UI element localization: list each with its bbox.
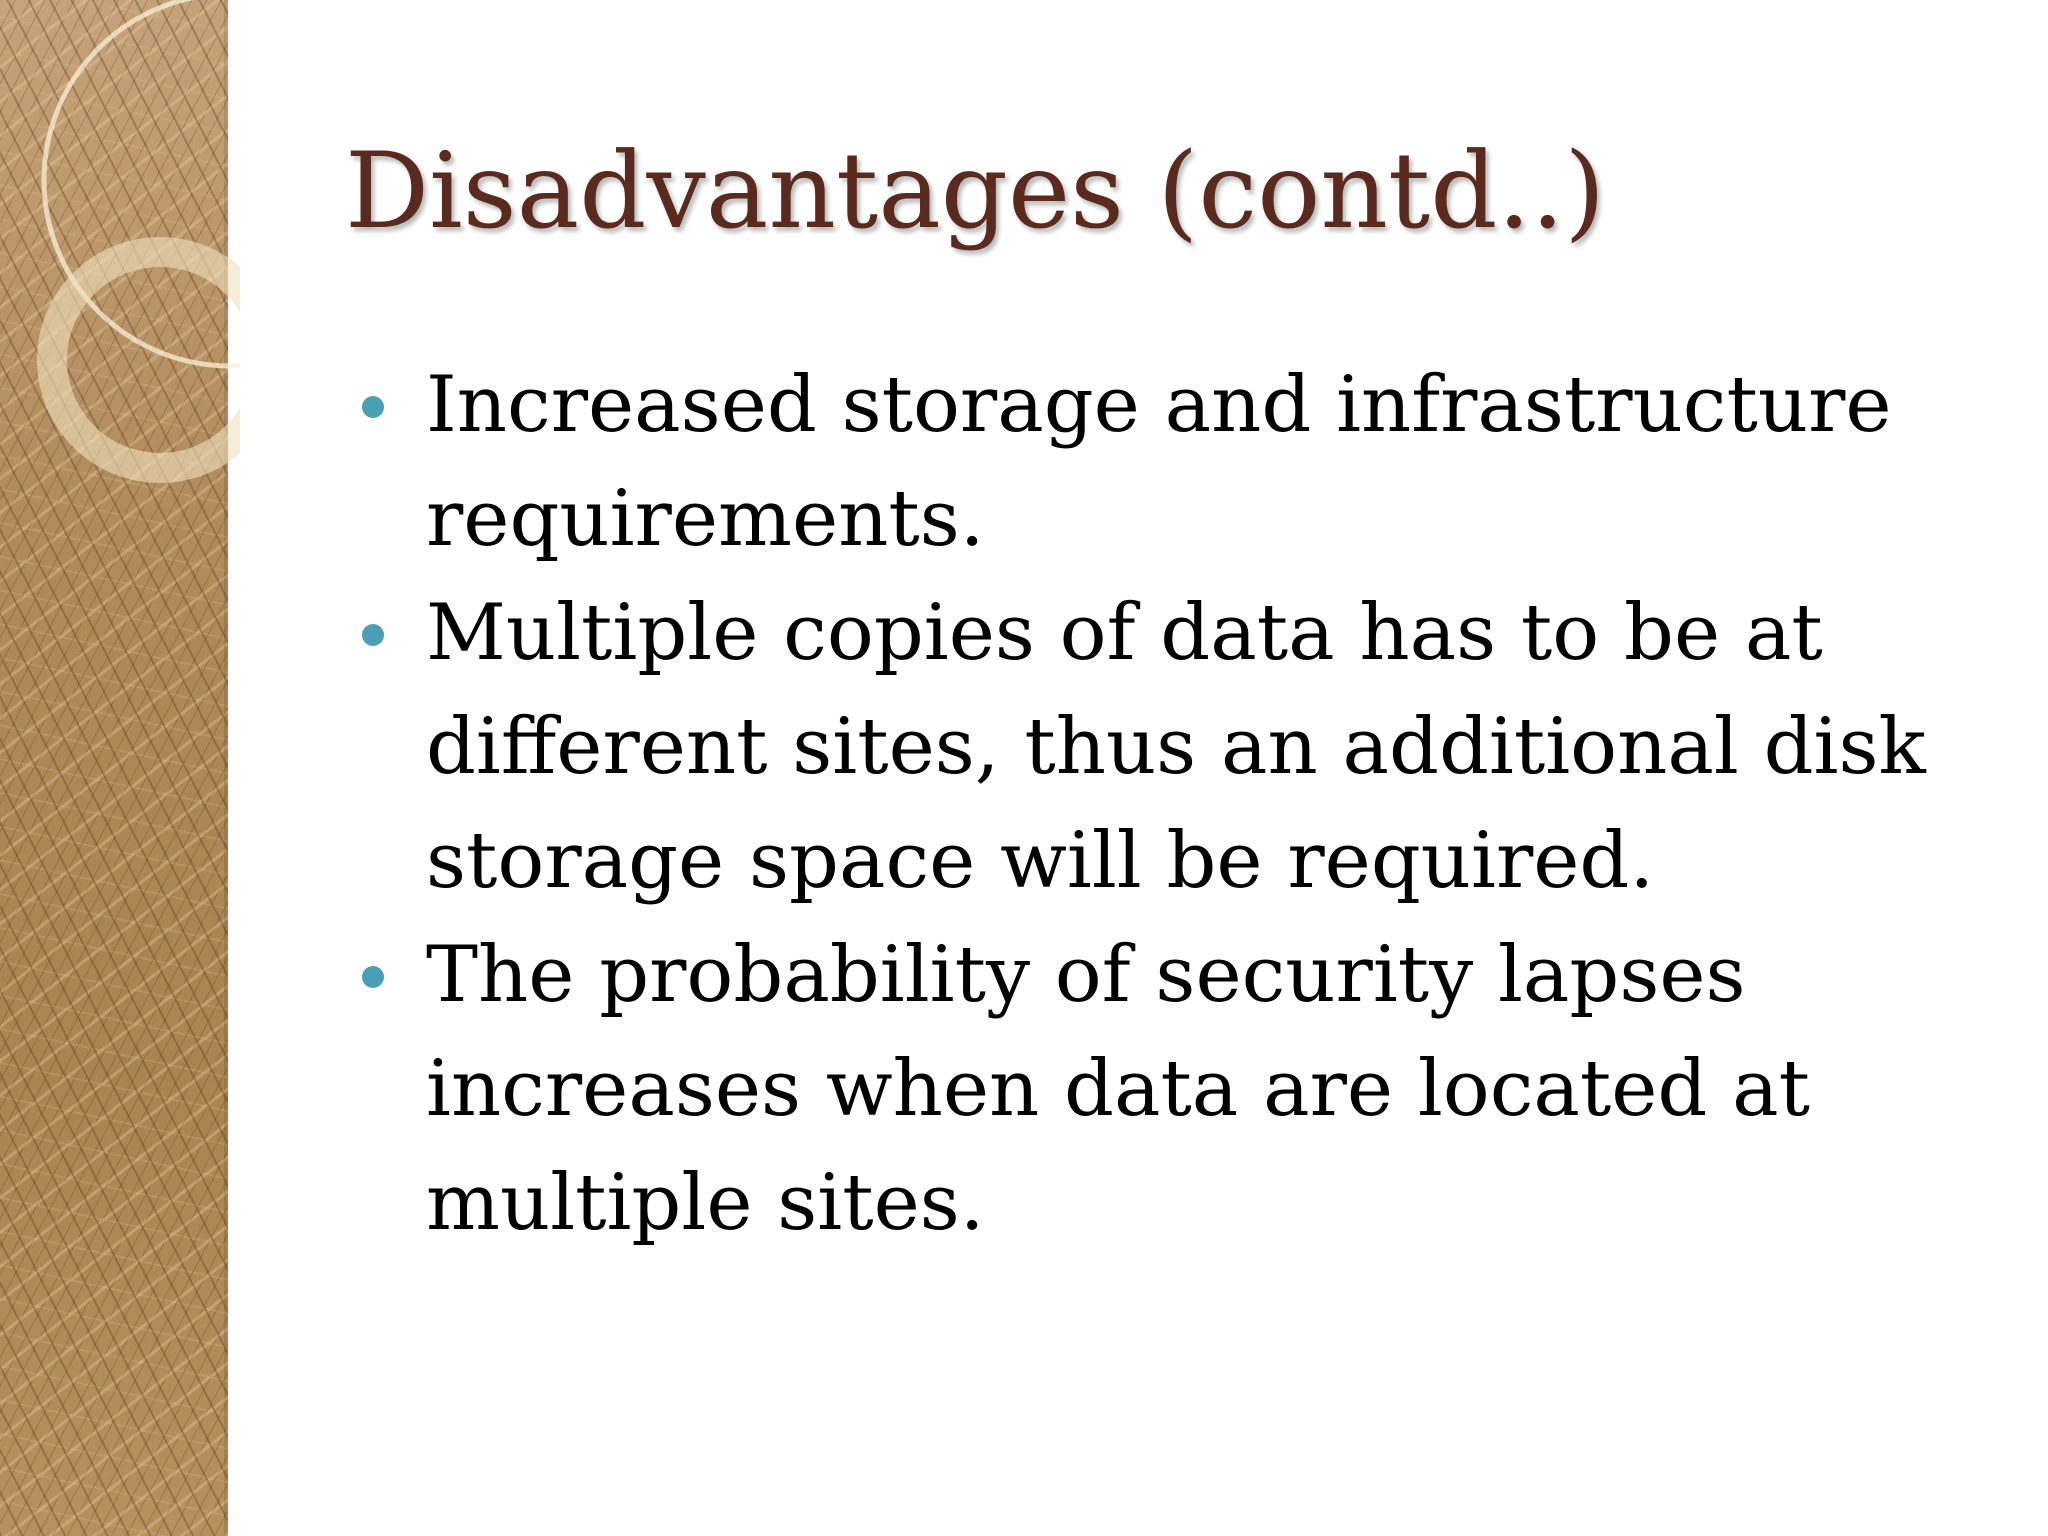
bullet-text: Multiple copies of data has to be at different sites, thus an additional disk storage space will be required. bbox=[426, 588, 1926, 906]
bullet-item bbox=[426, 348, 2026, 576]
decorative-rings bbox=[0, 0, 240, 520]
bullet-item bbox=[426, 918, 2026, 1260]
bullet-text: Increased storage and infrastructure requirements. bbox=[426, 360, 1892, 564]
bullet-dot-icon bbox=[362, 624, 384, 646]
slide-title: Disadvantages (contd..) bbox=[345, 130, 1606, 252]
bullet-text: The probability of security lapses increases when data are located at multiple sites. bbox=[426, 930, 1811, 1248]
bullet-dot-icon bbox=[362, 966, 384, 988]
bullet-list bbox=[426, 348, 2026, 1260]
bullet-item bbox=[426, 576, 2026, 918]
bullet-dot-icon bbox=[362, 396, 384, 418]
